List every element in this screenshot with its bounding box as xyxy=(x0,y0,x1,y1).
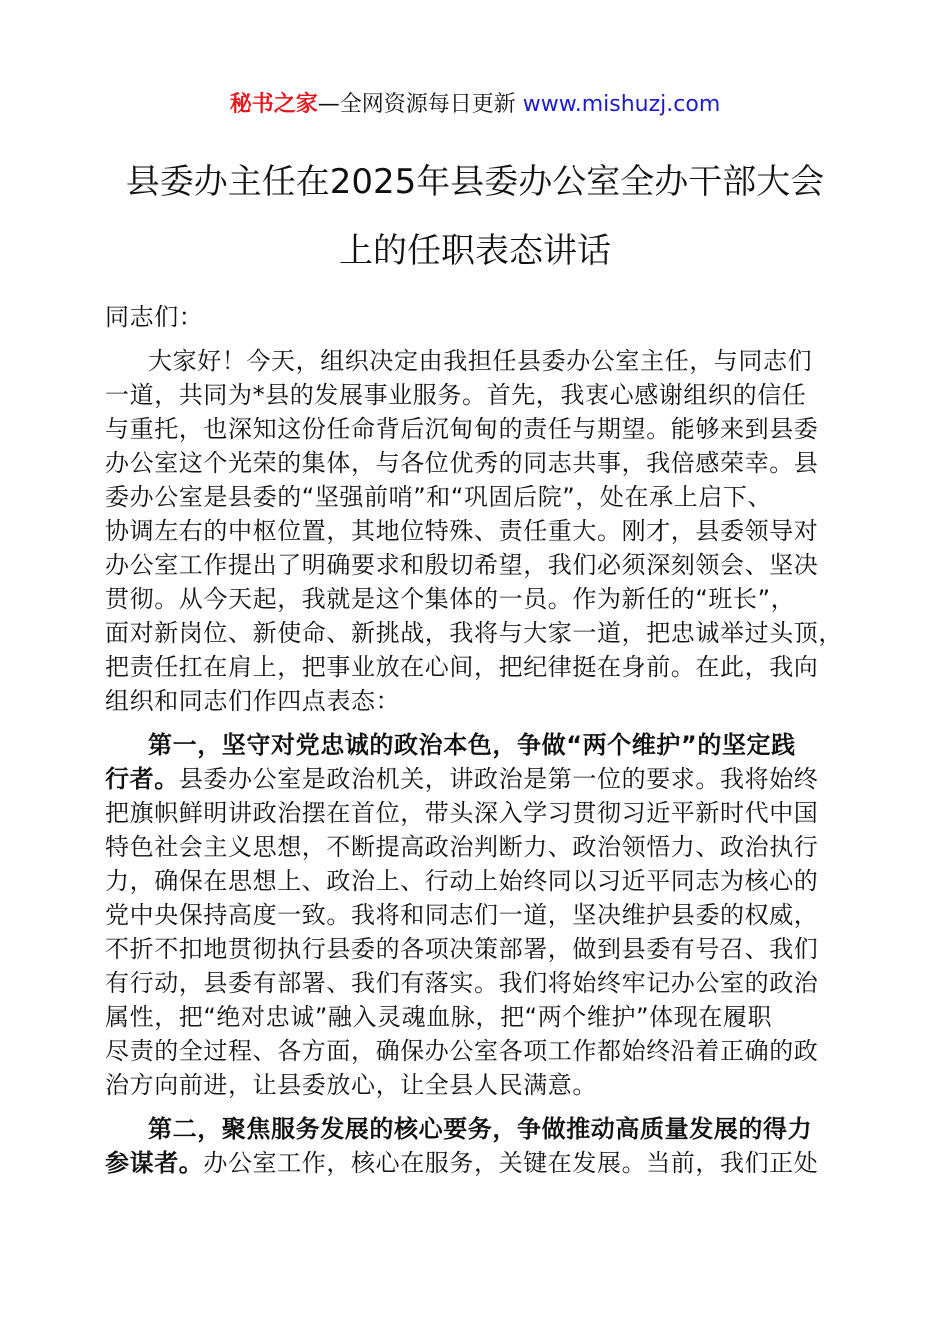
paragraph-line: 面对新岗位、新使命、新挑战，我将与大家一道，把忠诚举过头顶， xyxy=(105,619,843,647)
paragraph-line: 办公室工作提出了明确要求和殷切希望，我们必须深刻领会、坚决 xyxy=(105,551,819,579)
document-title-line-2: 上的任职表态讲话 xyxy=(339,231,611,271)
banner-tagline: —全网资源每日更新 xyxy=(317,92,516,117)
salutation: 同志们： xyxy=(105,303,204,331)
paragraph-line: 大家好！今天，组织决定由我担任县委办公室主任，与同志们 xyxy=(148,347,813,375)
paragraph-line: 属性，把“绝对忠诚”融入灵魂血脉，把“两个维护”体现在履职 xyxy=(105,1003,773,1031)
paragraph-line: 党中央保持高度一致。我将和同志们一道，坚决维护县委的权威， xyxy=(105,901,819,929)
paragraph-line: 把旗帜鲜明讲政治摆在首位，带头深入学习贯彻习近平新时代中国 xyxy=(105,799,819,827)
brand-name: 秘书之家 xyxy=(229,92,318,117)
document-body xyxy=(105,300,850,1180)
paragraph-line: 尽责的全过程、各方面，确保办公室各项工作都始终沿着正确的政 xyxy=(105,1037,819,1065)
paragraph-line: 办公室这个光荣的集体，与各位优秀的同志共事，我倍感荣幸。县 xyxy=(105,449,819,477)
section-heading-2: 第二，聚焦服务发展的核心要务，争做推动高质量发展的得力 xyxy=(148,1115,813,1143)
paragraph-line: 县委办公室是政治机关，讲政治是第一位的要求。我将始终 xyxy=(178,765,819,793)
paragraph-line: 力，确保在思想上、政治上、行动上始终同以习近平同志为核心的 xyxy=(105,867,819,895)
paragraph-line: 把责任扛在肩上，把事业放在心间，把纪律挺在身前。在此，我向 xyxy=(105,653,819,681)
section-heading-2-end: 参谋者。 xyxy=(105,1149,204,1177)
paragraph-line: 贯彻。从今天起，我就是这个集体的一员。作为新任的“班长”， xyxy=(105,585,796,613)
document-title-line-1: 县委办主任在2025年县委办公室全办干部大会 xyxy=(125,162,825,202)
site-url-link[interactable]: www.mishuzj.com xyxy=(522,92,721,117)
section-heading-1-end: 行者。 xyxy=(105,765,179,793)
site-banner xyxy=(0,88,950,122)
paragraph-line: 特色社会主义思想，不断提高政治判断力、政治领悟力、政治执行 xyxy=(105,833,819,861)
paragraph-line: 治方向前进，让县委放心，让全县人民满意。 xyxy=(105,1071,597,1099)
paragraph-line: 协调左右的中枢位置，其地位特殊、责任重大。刚才，县委领导对 xyxy=(105,517,819,545)
paragraph-line: 不折不扣地贯彻执行县委的各项决策部署，做到县委有号召、我们 xyxy=(105,935,819,963)
paragraph-line: 组织和同志们作四点表态： xyxy=(105,687,401,715)
paragraph-line: 委办公室是县委的“坚强前哨”和“巩固后院”，处在承上启下、 xyxy=(105,483,773,511)
paragraph-line: 办公室工作，核心在服务，关键在发展。当前，我们正处 xyxy=(203,1149,819,1177)
paragraph-line: 与重托，也深知这份任命背后沉甸甸的责任与期望。能够来到县委 xyxy=(105,415,819,443)
section-heading-1: 第一，坚守对党忠诚的政治本色，争做“两个维护”的坚定践 xyxy=(148,731,796,759)
paragraph-line: 一道，共同为*县的发展事业服务。首先，我衷心感谢组织的信任 xyxy=(105,381,807,409)
paragraph-line: 有行动，县委有部署、我们有落实。我们将始终牢记办公室的政治 xyxy=(105,969,819,997)
